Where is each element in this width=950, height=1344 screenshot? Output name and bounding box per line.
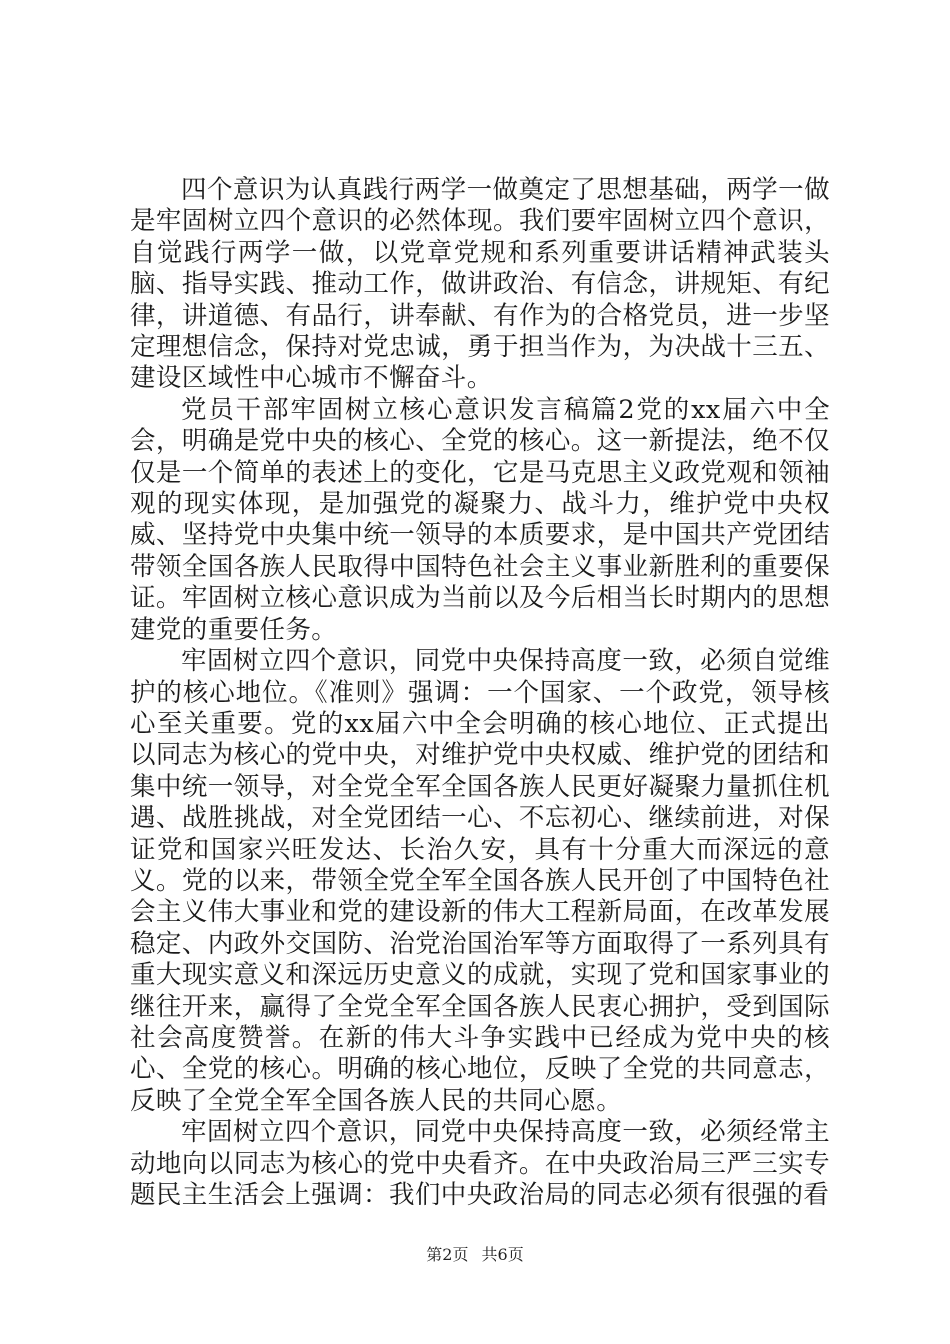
paragraph-1: 四个意识为认真践行两学一做奠定了思想基础，两学一做是牢固树立四个意识的必然体现。我们要牢固树立四个意识，自觉践行两学一做，以党章党规和系列重要讲话精神武装头脑、指导实践、推动工作，做讲政治、有信念，讲规矩、有纪律，讲道德、有品行，讲奉献、有作为的合格党员，进一步坚定理想信念，保持对党忠诚，勇于担当作为，为决战十三五、建设区域性中心城市不懈奋斗。 — [130, 175, 830, 394]
body-text — [130, 175, 830, 1211]
page-footer — [0, 1245, 950, 1265]
paragraph-3: 牢固树立四个意识，同党中央保持高度一致，必须自觉维护的核心地位。《准则》强调：一个国家、一个政党，领导核心至关重要。党的xx届六中全会明确的核心地位、正式提出以同志为核心的党中央，对维护党中央权威、维护党的团结和集中统一领导，对全党全军全国各族人民更好凝聚力量抓住机遇、战胜挑战，对全党团结一心、不忘初心、继续前进，对保证党和国家兴旺发达、长治久安，具有十分重大而深远的意义。党的以来，带领全党全军全国各族人民开创了中国特色社会主义伟大事业和党的建设新的伟大工程新局面，在改革发展稳定、内政外交国防、治党治国治军等方面取得了一系列具有重大现实意义和深远历史意义的成就，实现了党和国家事业的继往开来，赢得了全党全军全国各族人民衷心拥护，受到国际社会高度赞誉。在新的伟大斗争实践中已经成为党中央的核心、全党的核心。明确的核心地位，反映了全党的共同意志，反映了全党全军全国各族人民的共同心愿。 — [130, 646, 830, 1116]
paragraph-4: 牢固树立四个意识，同党中央保持高度一致，必须经常主动地向以同志为核心的党中央看齐。在中央政治局三严三实专题民主生活会上强调：我们中央政治局的同志必须有很强的看 — [130, 1117, 830, 1210]
page-number: 第2页 — [426, 1245, 469, 1264]
page-total: 共6页 — [481, 1245, 524, 1264]
paragraph-2: 党员干部牢固树立核心意识发言稿篇2党的xx届六中全会，明确是党中央的核心、全党的核心。这一新提法，绝不仅仅是一个简单的表述上的变化，它是马克思主义政党观和领袖观的现实体现，是加强党的凝聚力、战斗力，维护党中央权威、坚持党中央集中统一领导的本质要求，是中国共产党团结带领全国各族人民取得中国特色社会主义事业新胜利的重要保证。牢固树立核心意识成为当前以及今后相当长时期内的思想建党的重要任务。 — [130, 394, 830, 645]
